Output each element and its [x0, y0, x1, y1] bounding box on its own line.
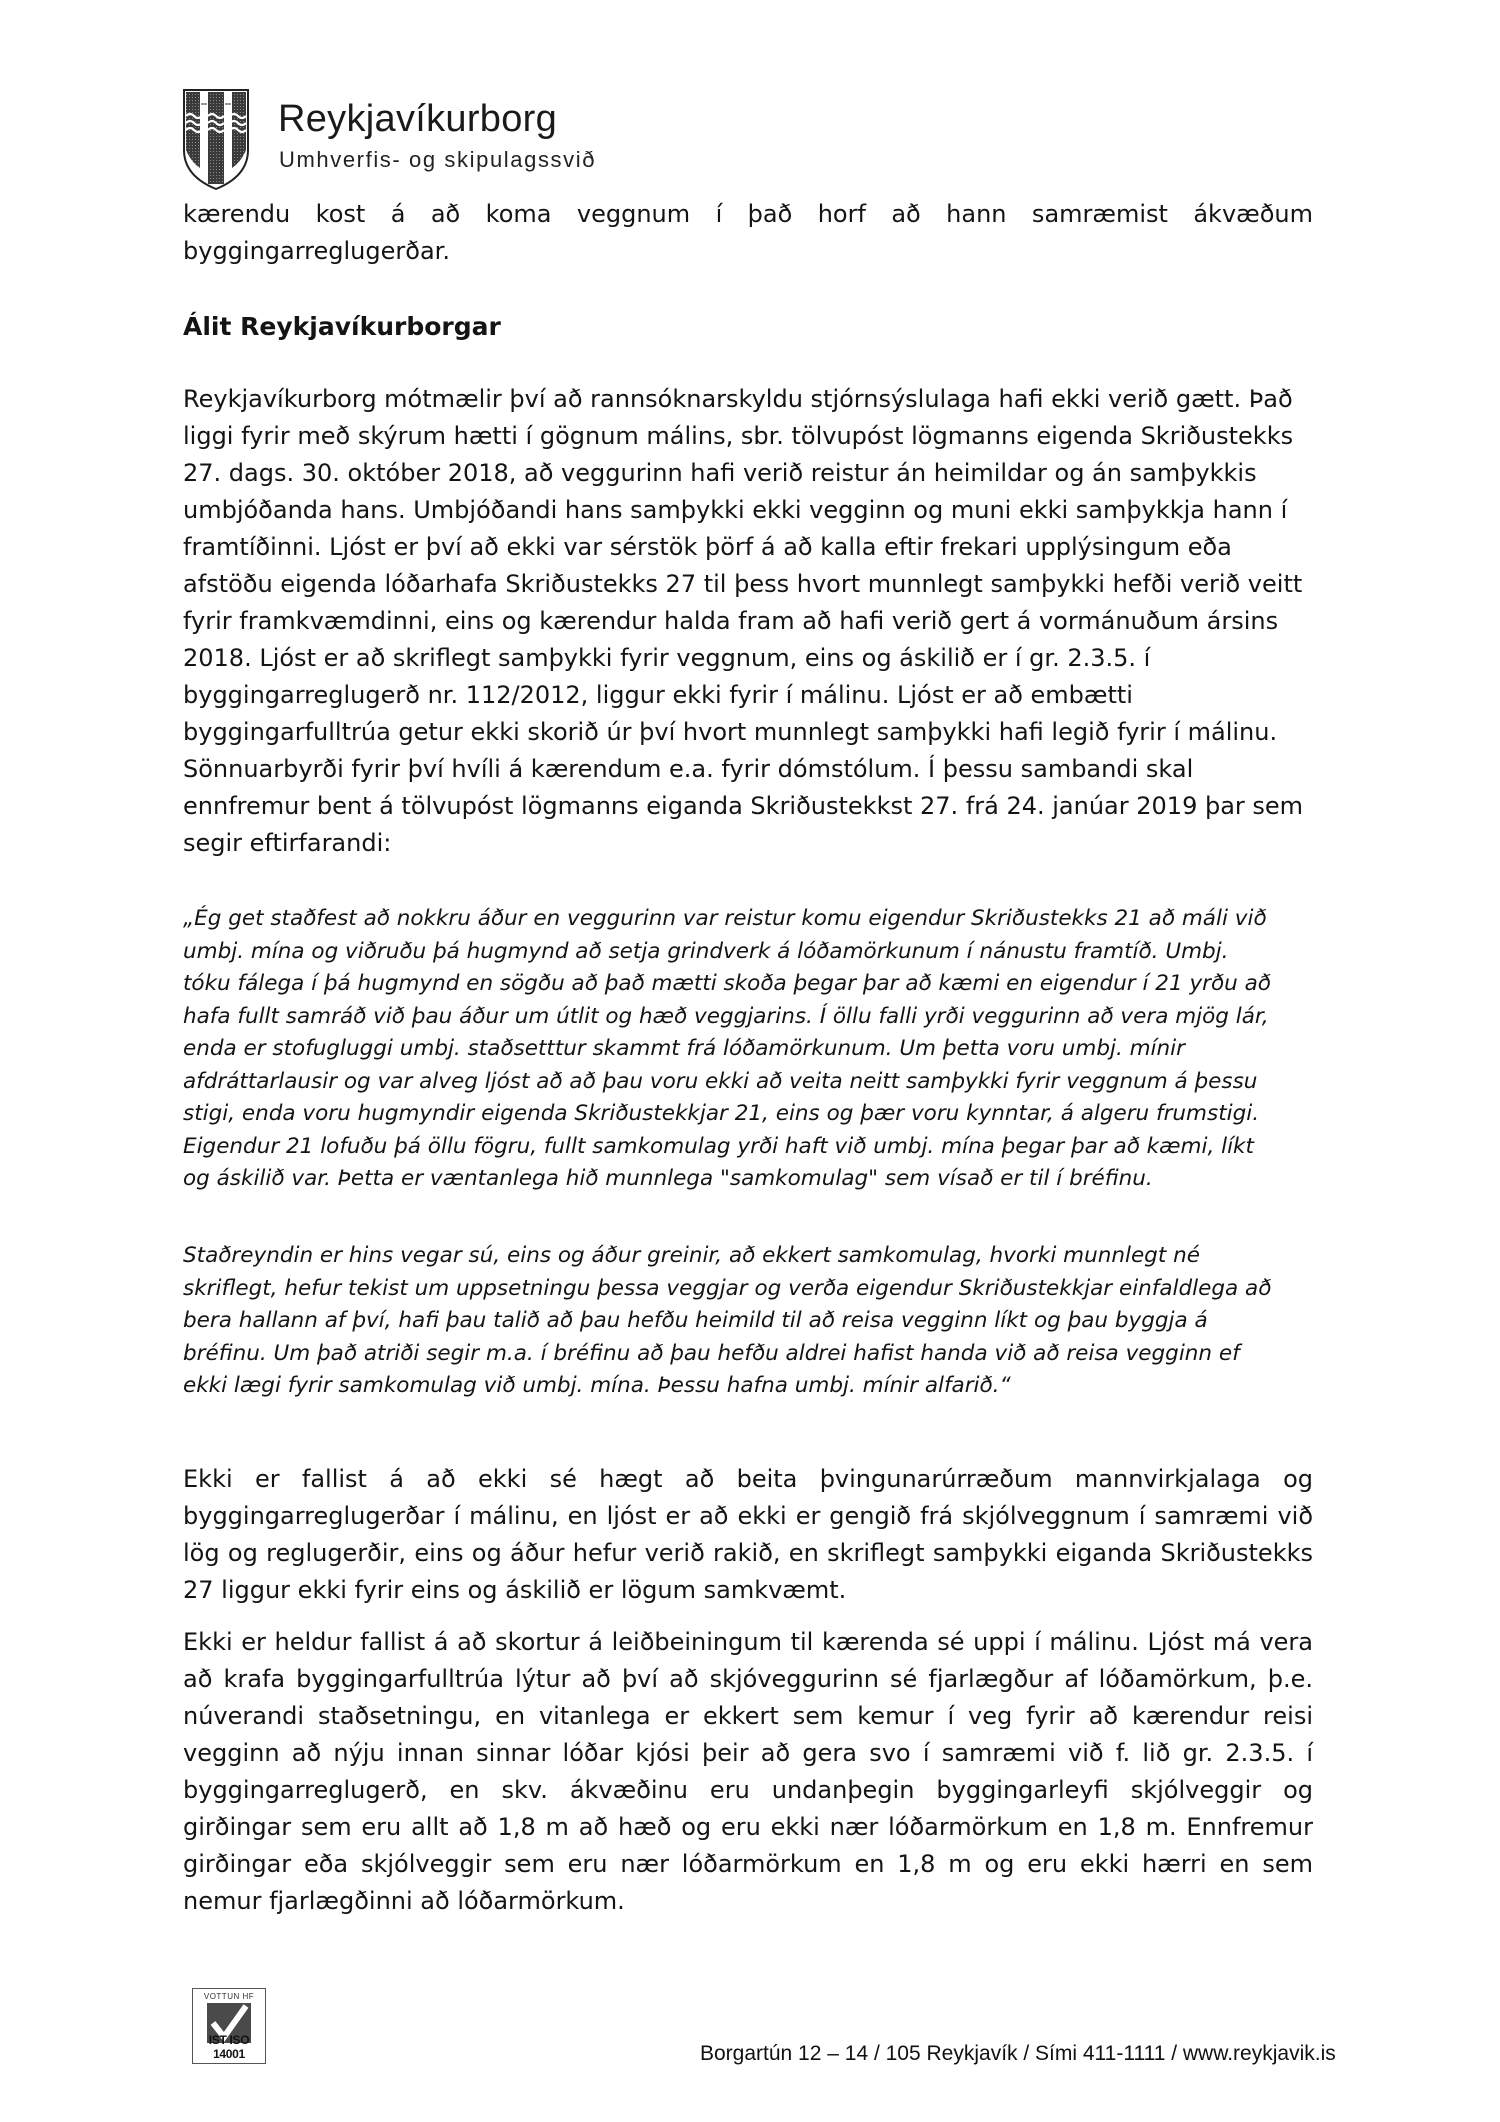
iso-14001-certification-badge-icon [192, 1988, 266, 2064]
paragraph-line: framtíðinni. Ljóst er því að ekki var sérstök þörf á að kalla eftir frekari upplýsingum eða [183, 533, 1232, 561]
reykjavik-coat-of-arms-icon [183, 88, 249, 190]
paragraph-line: byggingarreglugerð nr. 112/2012, liggur ekki fyrir í málinu. Ljóst er að embætti [183, 681, 1133, 709]
quote-line: Eigendur 21 lofuðu þá öllu fögru, fullt samkomulag yrði haft við umbj. mína þegar þar að kæmi, líkt [183, 1133, 1254, 1159]
paragraph-line: segir eftirfarandi: [183, 829, 392, 857]
section-heading: Álit Reykjavíkurborgar [183, 312, 501, 341]
paragraph-line: Sönnuarbyrði fyrir því hvíli á kærendum e.a. fyrir dómstólum. Í þessu sambandi skal [183, 755, 1194, 783]
intro-paragraph: kærendu kost á að koma veggnum í það horf að hann samræmist ákvæðum byggingarreglugerðar. [183, 200, 1313, 265]
quote-line: „Ég get staðfest að nokkru áður en veggurinn var reistur komu eigendur Skriðustekks 21 að máli við [183, 906, 1267, 931]
org-name: Reykjavíkurborg [278, 98, 558, 140]
quote-line: enda er stofugluggi umbj. staðsetttur skammt frá lóðamörkunum. Um þetta voru umbj. mínir [183, 1036, 1185, 1061]
paragraph-line: afstöðu eigenda lóðarhafa Skriðustekks 27 til þess hvort munnlegt samþykki hefði verið veitt [183, 570, 1303, 598]
paragraph-line: 2018. Ljóst er að skriflegt samþykki fyrir veggnum, eins og áskilið er í gr. 2.3.5. í [183, 644, 1151, 672]
paragraph-3: Ekki er heldur fallist á að skortur á leiðbeiningum til kærenda sé uppi í málinu. Ljóst má vera að krafa byggingarfulltrúa lýtur að því að skjóveggurinn sé fjarlægður af lóðamörkum, þ.e. núverandi staðsetningu, en vitanlega er ekkert sem kemur í veg fyrir að kærendur reisi vegginn að nýju innan sinnar lóðar kjósi þeir að gera svo í samræmi við f. lið gr. 2.3.5. í byggingarreglugerð, en skv. ákvæðinu eru undanþegin byggingarleyfi skjólveggir og girðingar sem eru allt að 1,8 m að hæð og eru ekki nær lóðarmörkum en 1,8 m. Ennfremur girðingar eða skjólveggir sem eru nær lóðarmörkum en 1,8 m og eru ekki hærri en sem nemur fjarlægðinni að lóðarmörkum. [183, 1628, 1313, 1915]
paragraph-line: liggi fyrir með skýrum hætti í gögnum málins, sbr. tölvupóst lögmanns eigenda Skriðustekks [183, 422, 1294, 450]
quote-line: bréfinu. Um það atriði segir m.a. í bréfinu að þau hefðu aldrei hafist handa við að reisa vegginn ef [183, 1340, 1240, 1366]
paragraph-2: Ekki er fallist á að ekki sé hægt að beita þvingunarúrræðum mannvirkjalaga og byggingarreglugerðar í málinu, en ljóst er að ekki er gengið frá skjólveggnum í samræmi við lög og reglugerðir, eins og áður hefur verið rakið, en skriflegt samþykki eiganda Skriðustekks 27 liggur ekki fyrir eins og áskilið er lögum samkvæmt. [183, 1465, 1313, 1604]
badge-top-text: VOTTUN HF [203, 1992, 255, 2001]
quoted-email-part-2 [183, 1240, 1293, 1403]
quote-line: ekki lægi fyrir samkomulag við umbj. mína. Þessu hafna umbj. mínir alfarið.“ [183, 1373, 1011, 1398]
paragraph-line: byggingarfulltrúa getur ekki skorið úr því hvort munnlegt samþykki hafi legið fyrir í málinu. [183, 718, 1278, 746]
badge-bottom-text: IST ISO 14001 [208, 2033, 250, 2061]
quote-line: afdráttarlausir og var alveg ljóst að að þau voru ekki að veita neitt samþykki fyrir veggnum á þessu [183, 1068, 1258, 1094]
paragraph-line: umbjóðanda hans. Umbjóðandi hans samþykki ekki vegginn og muni ekki samþykkja hann í [183, 496, 1288, 524]
department-name: Umhverfis- og skipulagssvið [279, 147, 597, 172]
paragraph-line: Reykjavíkurborg mótmælir því að rannsóknarskyldu stjórnsýslulaga hafi ekki verið gætt. Það [183, 385, 1293, 413]
paragraph-line: ennfremur bent á tölvupóst lögmanns eiganda Skriðustekkst 27. frá 24. janúar 2019 þar sem [183, 792, 1304, 820]
quote-line: og áskilið var. Þetta er væntanlega hið munnlega "samkomulag" sem vísað er til í bréfinu. [183, 1166, 1153, 1191]
footer-address: Borgartún 12 – 14 / 105 Reykjavík / Sími 411-1111 / www.reykjavik.is [700, 2042, 1336, 2065]
paragraph-line: 27. dags. 30. október 2018, að veggurinn hafi verið reistur án heimildar og án samþykkis [183, 459, 1257, 487]
quote-line: umbj. mína og viðruðu þá hugmynd að setja grindverk á lóðamörkunum í nánustu framtíð. Umbj. [183, 938, 1229, 964]
quote-line: hafa fullt samráð við þau áður um útlit og hæð veggjarins. Í öllu falli yrði veggurinn að vera mjög lár, [183, 1003, 1269, 1029]
quote-line: tóku fálega í þá hugmynd en sögðu að það mætti skoða þegar þar að kæmi en eigendur í 21 yrðu að [183, 971, 1271, 996]
paragraph-line: fyrir framkvæmdinni, eins og kærendur halda fram að hafi verið gert á vormánuðum ársins [183, 607, 1279, 635]
quoted-email-part-1 [183, 903, 1293, 1196]
quote-line: stigi, enda voru hugmyndir eigenda Skriðustekkjar 21, eins og þær voru kynntar, á algeru frumstigi. [183, 1101, 1260, 1126]
quote-line: bera hallann af því, hafi þau talið að þau hefðu heimild til að reisa vegginn líkt og þau byggja á [183, 1308, 1208, 1333]
quote-line: Staðreyndin er hins vegar sú, eins og áður greinir, að ekkert samkomulag, hvorki munnlegt né [183, 1243, 1200, 1268]
quote-line: skriflegt, hefur tekist um uppsetningu þessa veggjar og verða eigendur Skriðustekkjar einfaldlega að [183, 1275, 1272, 1301]
paragraph-1 [183, 381, 1313, 862]
